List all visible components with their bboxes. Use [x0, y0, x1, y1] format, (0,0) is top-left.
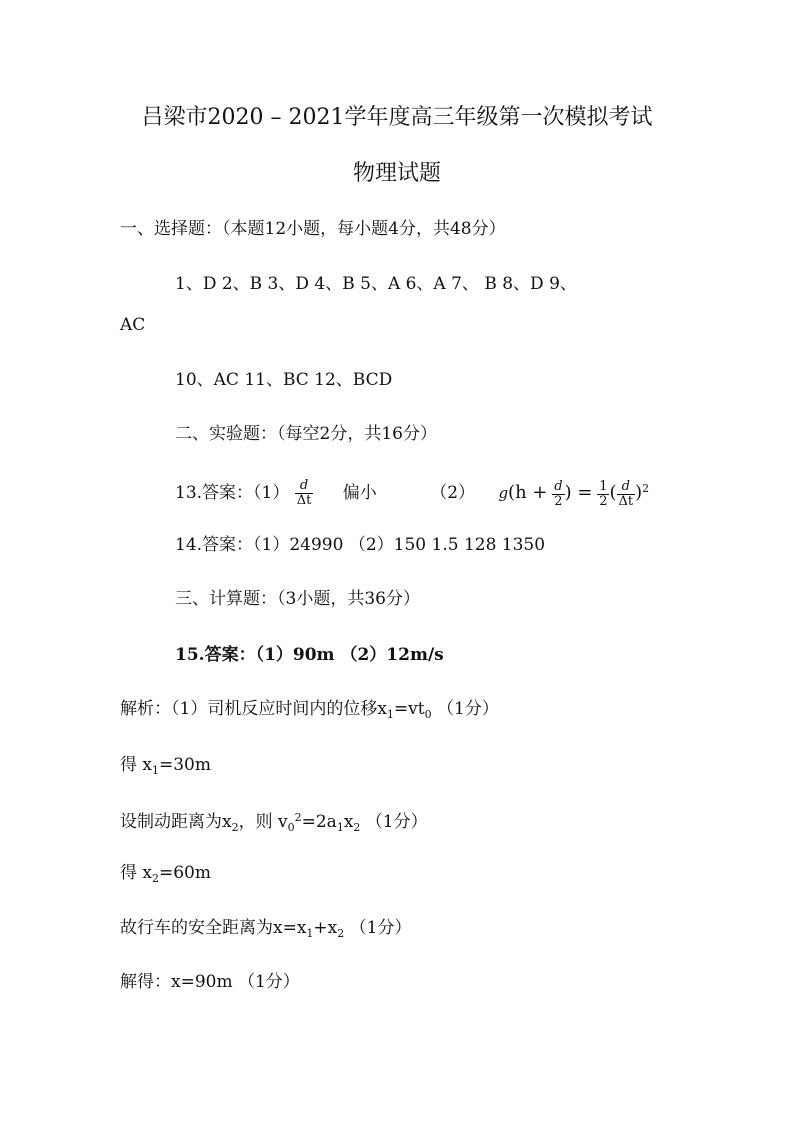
solution-3-text: 设制动距离为x [120, 812, 232, 832]
formula-frac-a-num: d [554, 478, 563, 494]
formula-lhs-close: ) = [564, 482, 593, 503]
solution-5-sub-a: 1 [306, 927, 314, 940]
solution-2-text: 得 x [120, 755, 152, 775]
solution-3-sub-b: 0 [287, 821, 295, 834]
formula-frac-c-den: Δt [618, 493, 634, 509]
solution-1-score: （1分） [431, 699, 499, 719]
formula-lhs-open: (h + [508, 482, 548, 503]
q13-fraction [295, 479, 314, 508]
solution-1-sub-b: 0 [424, 708, 432, 721]
solution-4-value: =60m [159, 863, 211, 883]
formula-frac-b-num: 1 [599, 478, 608, 494]
solution-line-4 [120, 862, 211, 890]
solution-3-mid: ，则 v [238, 812, 288, 832]
solution-3-score: （1分） [360, 812, 428, 832]
solution-3-eq: =2a [301, 812, 337, 832]
exam-title: 吕梁市2020 – 2021学年度高三年级第一次模拟考试 [141, 105, 653, 130]
q13-answer [175, 472, 649, 510]
solution-1-text: 解析：（1）司机反应时间内的位移x [120, 699, 387, 719]
formula-frac-c-num: d [621, 478, 630, 494]
q14-answer: 14.答案：（1）24990 （2）150 1.5 128 1350 [175, 535, 546, 555]
solution-4-text: 得 x [120, 863, 152, 883]
solution-3-sup: 2 [294, 811, 302, 824]
formula-frac-b-den: 2 [599, 493, 608, 509]
section-1-answers-line-1: 1、D 2、B 3、D 4、B 5、A 6、A 7、 B 8、D 9、 [175, 274, 577, 294]
solution-1-eq: =vt [393, 699, 425, 719]
formula-g: g [498, 484, 509, 502]
solution-2-value: =30m [159, 755, 211, 775]
q15-answer: 15.答案：（1）90m （2）12m/s [175, 645, 444, 665]
formula-exponent: 2 [642, 482, 650, 495]
section-1-heading: 一、选择题：（本题12小题，每小题4分，共48分） [120, 219, 506, 239]
formula-frac-a [552, 480, 564, 509]
solution-5-score: （1分） [344, 918, 412, 938]
solution-line-3 [120, 807, 428, 839]
formula-frac-a-den: 2 [552, 494, 564, 509]
solution-4-sub: 2 [152, 872, 159, 885]
formula-rhs-open: ( [609, 482, 617, 503]
solution-5-plus: +x [313, 918, 338, 938]
section-3-heading: 三、计算题：（3小题，共36分） [175, 589, 420, 609]
exam-subtitle: 物理试题 [352, 161, 441, 186]
formula-frac-c [617, 480, 636, 509]
section-1-answers-line-2: 10、AC 11、BC 12、BCD [175, 370, 393, 390]
section-2-heading: 二、实验题：（每空2分，共16分） [175, 424, 437, 444]
q13-formula [498, 478, 650, 509]
q13-frac-den: Δt [296, 493, 312, 508]
q13-part1-result: 偏小 [342, 483, 377, 503]
solution-5-sub-b: 2 [337, 927, 345, 940]
formula-frac-b [597, 480, 609, 509]
solution-3-sub-a: 2 [231, 821, 239, 834]
formula-rhs-close: ) [635, 482, 643, 503]
solution-3-sub-c: 1 [336, 821, 344, 834]
solution-line-5 [120, 917, 412, 945]
solution-line-6: 解得：x=90m （1分） [120, 972, 300, 992]
solution-5-text: 故行车的安全距离为x=x [120, 918, 307, 938]
solution-1-sub-a: 1 [386, 708, 394, 721]
solution-line-1 [120, 698, 499, 726]
q13-part2-label: （2） [430, 483, 476, 503]
solution-3-x: x [343, 812, 354, 832]
q13-frac-num: d [299, 478, 309, 493]
section-1-answers-wrap: AC [120, 315, 146, 335]
solution-3-sub-d: 2 [353, 821, 361, 834]
solution-2-sub: 1 [152, 764, 159, 777]
solution-line-2 [120, 754, 211, 782]
q13-label: 13.答案：（1） [175, 483, 290, 503]
